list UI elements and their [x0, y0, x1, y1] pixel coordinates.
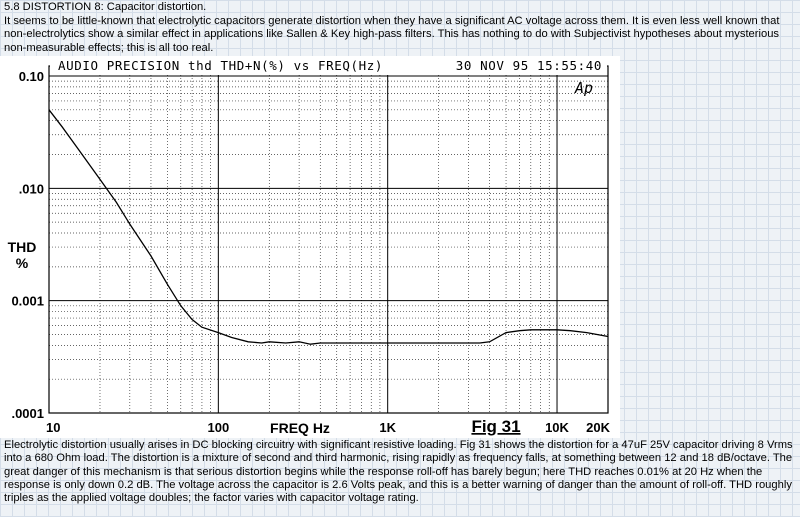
y-tick-label: 0.001	[11, 293, 44, 309]
x-tick-label: 20K	[586, 420, 610, 435]
x-tick-label: 10	[46, 420, 61, 435]
chart-header	[50, 57, 607, 75]
x-tick-label: 1K	[379, 420, 396, 435]
body-section	[4, 439, 796, 505]
y-tick-label: .010	[18, 181, 44, 197]
ap-logo: Ap	[575, 79, 594, 97]
x-tick-label: 100	[207, 420, 230, 435]
intro-section	[4, 1, 796, 55]
chart-header-left: AUDIO PRECISION thd THD+N(%) vs FREQ(Hz)	[58, 58, 384, 73]
x-tick-label: 10K	[545, 420, 569, 435]
y-tick-label: .0001	[11, 406, 44, 421]
figure-label: Fig 31	[471, 417, 521, 436]
y-tick-label: 0.10	[18, 69, 44, 84]
y-axis-label-line2: %	[15, 255, 29, 271]
x-axis-label: FREQ Hz	[270, 420, 330, 436]
chart-header-right: 30 NOV 95 15:55:40	[455, 58, 602, 73]
y-axis-label-line1: THD	[7, 239, 37, 255]
section-title: 5.8 DISTORTION 8: Capacitor distortion.	[4, 1, 207, 13]
intro-paragraph: It seems to be little-known that electrolytic capacitors generate distortion when they have a significant AC voltage across them. It is even less well known that non-electrolytics show a similar effect in applications like Sallen & Key high-pass filters. This has nothing to do with Subjectivist hypotheses about mysterious non-measurable effects; this is all too real.	[4, 14, 780, 54]
body-paragraph: Electrolytic distortion usually arises in DC blocking circuitry with significant resistive loading. Fig 31 shows the distortion for a 47uF 25V capacitor driving 8 Vrms into a 680 Ohm load. The distortion is a mixture of second and third harmonic, rising rapidly as frequency falls, at something between 12 and 18 dB/octave. The great danger of this mechanism is that serious distortion begins while the response roll-off has barely begun; here THD reaches 0.01% at 20 Hz when the response is only down 0.2 dB. The voltage across the capacitor is 2.6 Volts peak, and this is a better warning of danger than the amount of roll-off. THD roughly triples as the applied voltage doubles; the factor varies with capacitor voltage rating.	[4, 439, 793, 505]
thd-vs-frequency-chart	[0, 56, 620, 438]
